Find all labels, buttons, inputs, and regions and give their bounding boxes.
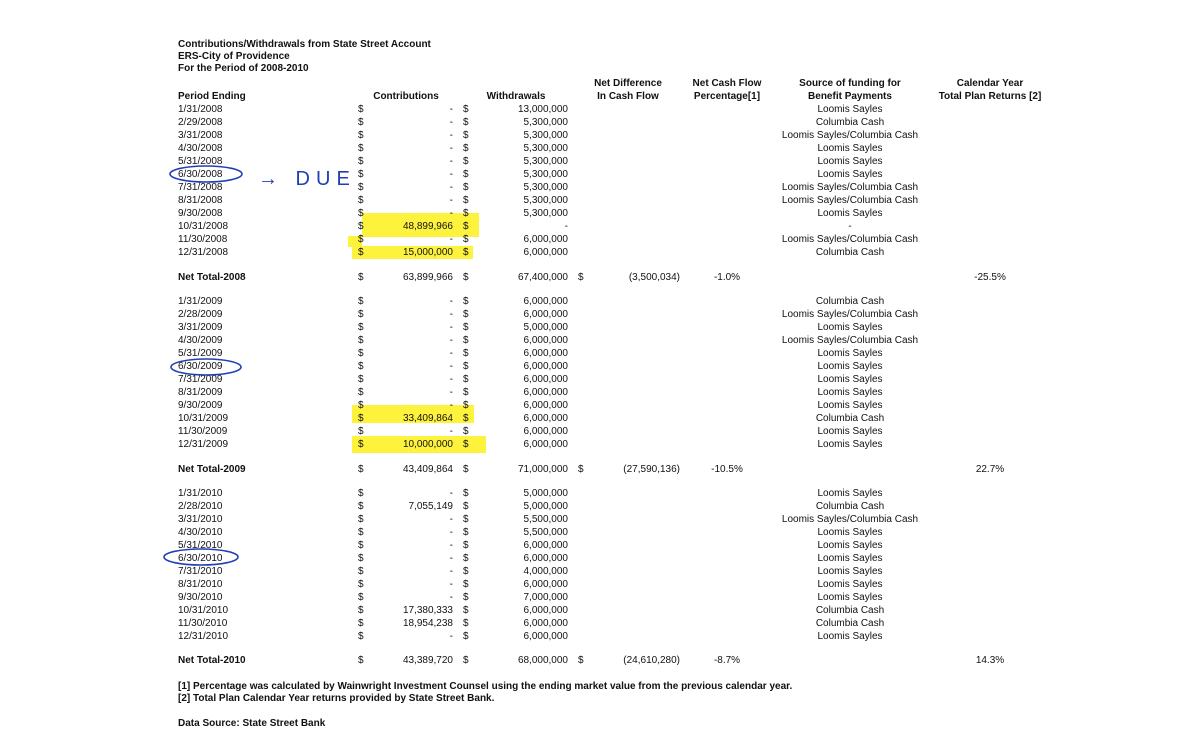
net-cash-flow-pct-cell: -10.5% <box>711 464 743 475</box>
withdrawals-cell: 6,000,000 <box>523 605 568 616</box>
pen-circle-6-30-2010 <box>164 549 238 565</box>
currency-symbol: $ <box>358 413 364 424</box>
withdrawals-cell: 6,000,000 <box>523 234 568 245</box>
contributions-cell: - <box>449 104 453 115</box>
currency-symbol: $ <box>358 272 364 283</box>
net-cash-flow-pct-cell: -1.0% <box>713 272 741 283</box>
period-ending-cell: 5/31/2010 <box>178 540 223 551</box>
withdrawals-cell: 5,300,000 <box>523 195 568 206</box>
net-cash-flow-pct-cell: -8.7% <box>713 655 741 666</box>
withdrawals-cell: 5,300,000 <box>523 182 568 193</box>
source-of-funding-cell: Columbia Cash <box>815 605 885 616</box>
handwritten-due-note: → DUE <box>258 168 356 190</box>
source-of-funding-cell: Columbia Cash <box>815 501 885 512</box>
currency-symbol: $ <box>358 221 364 232</box>
period-ending-cell: 10/31/2008 <box>178 221 229 232</box>
period-ending-cell: 10/31/2010 <box>178 605 229 616</box>
currency-symbol: $ <box>358 439 364 450</box>
col-header-net-difference-line1: Net Difference <box>594 78 662 89</box>
currency-symbol: $ <box>358 156 364 167</box>
source-of-funding-cell: Loomis Sayles <box>817 592 883 603</box>
contributions-cell: - <box>449 309 453 320</box>
title-line-3: For the Period of 2008-2010 <box>178 63 309 74</box>
total-withdrawals-cell: 71,000,000 <box>517 464 568 475</box>
currency-symbol: $ <box>358 464 364 475</box>
period-ending-cell: 3/31/2009 <box>178 322 223 333</box>
contributions-cell: - <box>449 400 453 411</box>
period-ending-cell: 5/31/2008 <box>178 156 223 167</box>
title-line-1: Contributions/Withdrawals from State Street Account <box>178 39 431 50</box>
period-ending-cell: 1/31/2009 <box>178 296 223 307</box>
currency-symbol: $ <box>463 439 469 450</box>
withdrawals-cell: 6,000,000 <box>523 413 568 424</box>
data-source-note: Data Source: State Street Bank <box>178 718 326 729</box>
calendar-year-return-cell: 14.3% <box>975 655 1005 666</box>
currency-symbol: $ <box>358 631 364 642</box>
contributions-cell: - <box>449 156 453 167</box>
currency-symbol: $ <box>463 605 469 616</box>
source-of-funding-cell: Columbia Cash <box>815 296 885 307</box>
withdrawals-cell: 6,000,000 <box>523 439 568 450</box>
source-of-funding-cell: Loomis Sayles/Columbia Cash <box>781 130 919 141</box>
period-ending-cell: 2/28/2010 <box>178 501 223 512</box>
source-of-funding-cell: Loomis Sayles <box>817 426 883 437</box>
currency-symbol: $ <box>463 335 469 346</box>
withdrawals-cell: 6,000,000 <box>523 426 568 437</box>
currency-symbol: $ <box>463 527 469 538</box>
withdrawals-cell: 5,300,000 <box>523 143 568 154</box>
currency-symbol: $ <box>578 655 584 666</box>
source-of-funding-cell: Loomis Sayles <box>817 169 883 180</box>
currency-symbol: $ <box>358 247 364 258</box>
withdrawals-cell: 5,300,000 <box>523 208 568 219</box>
currency-symbol: $ <box>463 182 469 193</box>
source-of-funding-cell: Loomis Sayles <box>817 439 883 450</box>
currency-symbol: $ <box>463 631 469 642</box>
currency-symbol: $ <box>463 426 469 437</box>
contributions-cell: - <box>449 527 453 538</box>
currency-symbol: $ <box>358 618 364 629</box>
period-ending-cell: 6/30/2009 <box>178 361 223 372</box>
title-line-2: ERS-City of Providence <box>178 51 290 62</box>
currency-symbol: $ <box>463 361 469 372</box>
period-ending-cell: 11/30/2008 <box>178 234 228 245</box>
currency-symbol: $ <box>463 579 469 590</box>
withdrawals-cell: 5,300,000 <box>523 117 568 128</box>
currency-symbol: $ <box>463 540 469 551</box>
period-ending-cell: 2/29/2008 <box>178 117 223 128</box>
contributions-cell: 48,899,966 <box>402 221 453 232</box>
withdrawals-cell: 6,000,000 <box>523 387 568 398</box>
source-of-funding-cell: Loomis Sayles <box>817 104 883 115</box>
source-of-funding-cell: Loomis Sayles/Columbia Cash <box>781 309 919 320</box>
source-of-funding-cell: Loomis Sayles <box>817 553 883 564</box>
currency-symbol: $ <box>358 579 364 590</box>
period-ending-cell: 11/30/2009 <box>178 426 228 437</box>
currency-symbol: $ <box>358 426 364 437</box>
contributions-cell: - <box>449 514 453 525</box>
withdrawals-cell: 5,300,000 <box>523 130 568 141</box>
period-ending-cell: 5/31/2009 <box>178 348 223 359</box>
contributions-cell: - <box>449 426 453 437</box>
contributions-cell: - <box>449 195 453 206</box>
source-of-funding-cell: Loomis Sayles/Columbia Cash <box>781 234 919 245</box>
currency-symbol: $ <box>358 143 364 154</box>
currency-symbol: $ <box>358 296 364 307</box>
currency-symbol: $ <box>463 400 469 411</box>
contributions-cell: - <box>449 182 453 193</box>
period-ending-cell: 1/31/2008 <box>178 104 223 115</box>
contributions-cell: 7,055,149 <box>408 501 453 512</box>
col-header-contributions: Contributions <box>373 91 439 102</box>
currency-symbol: $ <box>463 514 469 525</box>
currency-symbol: $ <box>358 117 364 128</box>
currency-symbol: $ <box>463 247 469 258</box>
currency-symbol: $ <box>358 104 364 115</box>
pen-circle-6-30-2008 <box>170 166 242 182</box>
currency-symbol: $ <box>463 169 469 180</box>
footnote-1: [1] Percentage was calculated by Wainwright Investment Counsel using the ending market value from the previous calendar year. <box>178 681 793 692</box>
period-ending-cell: 1/31/2010 <box>178 488 223 499</box>
col-header-net-cash-flow-line1: Net Cash Flow <box>692 78 762 89</box>
currency-symbol: $ <box>463 566 469 577</box>
withdrawals-cell: 5,300,000 <box>523 169 568 180</box>
source-of-funding-cell: Loomis Sayles <box>817 208 883 219</box>
currency-symbol: $ <box>358 195 364 206</box>
period-ending-cell: 8/31/2010 <box>178 579 223 590</box>
contributions-cell: - <box>449 361 453 372</box>
currency-symbol: $ <box>463 413 469 424</box>
source-of-funding-cell: Loomis Sayles <box>817 488 883 499</box>
withdrawals-cell: - <box>564 221 568 232</box>
period-ending-cell: 10/31/2009 <box>178 413 229 424</box>
period-ending-cell: 7/31/2009 <box>178 374 223 385</box>
source-of-funding-cell: Loomis Sayles <box>817 566 883 577</box>
withdrawals-cell: 6,000,000 <box>523 309 568 320</box>
contributions-cell: - <box>449 566 453 577</box>
withdrawals-cell: 5,000,000 <box>523 501 568 512</box>
period-ending-cell: 6/30/2010 <box>178 553 223 564</box>
source-of-funding-cell: Loomis Sayles <box>817 143 883 154</box>
period-ending-cell: 7/31/2008 <box>178 182 223 193</box>
withdrawals-cell: 6,000,000 <box>523 335 568 346</box>
withdrawals-cell: 13,000,000 <box>517 104 568 115</box>
total-contributions-cell: 63,899,966 <box>402 272 453 283</box>
currency-symbol: $ <box>463 234 469 245</box>
currency-symbol: $ <box>358 400 364 411</box>
period-ending-cell: 4/30/2010 <box>178 527 223 538</box>
contributions-cell: - <box>449 335 453 346</box>
currency-symbol: $ <box>358 655 364 666</box>
col-header-withdrawals: Withdrawals <box>486 91 546 102</box>
period-ending-cell: 4/30/2009 <box>178 335 223 346</box>
contributions-cell: - <box>449 387 453 398</box>
period-ending-cell: 12/31/2008 <box>178 247 229 258</box>
withdrawals-cell: 5,500,000 <box>523 527 568 538</box>
currency-symbol: $ <box>463 553 469 564</box>
currency-symbol: $ <box>463 117 469 128</box>
source-of-funding-cell: Loomis Sayles/Columbia Cash <box>781 182 919 193</box>
withdrawals-cell: 4,000,000 <box>523 566 568 577</box>
currency-symbol: $ <box>358 566 364 577</box>
currency-symbol: $ <box>358 335 364 346</box>
currency-symbol: $ <box>358 348 364 359</box>
currency-symbol: $ <box>358 540 364 551</box>
currency-symbol: $ <box>358 361 364 372</box>
source-of-funding-cell: Loomis Sayles <box>817 527 883 538</box>
pen-circle-6-30-2009 <box>171 359 241 375</box>
source-of-funding-cell: Loomis Sayles <box>817 322 883 333</box>
currency-symbol: $ <box>463 464 469 475</box>
currency-symbol: $ <box>358 182 364 193</box>
contributions-cell: 33,409,864 <box>402 413 453 424</box>
withdrawals-cell: 5,000,000 <box>523 322 568 333</box>
col-header-returns-line1: Calendar Year <box>956 78 1024 89</box>
contributions-cell: - <box>449 143 453 154</box>
period-ending-cell: 9/30/2008 <box>178 208 223 219</box>
contributions-cell: - <box>449 488 453 499</box>
currency-symbol: $ <box>358 527 364 538</box>
currency-symbol: $ <box>358 309 364 320</box>
withdrawals-cell: 6,000,000 <box>523 553 568 564</box>
contributions-cell: - <box>449 579 453 590</box>
contributions-cell: - <box>449 540 453 551</box>
period-ending-cell: 6/30/2008 <box>178 169 223 180</box>
source-of-funding-cell: Loomis Sayles <box>817 374 883 385</box>
withdrawals-cell: 6,000,000 <box>523 361 568 372</box>
contributions-cell: 10,000,000 <box>402 439 453 450</box>
source-of-funding-cell: Loomis Sayles <box>817 540 883 551</box>
period-ending-cell: 3/31/2008 <box>178 130 223 141</box>
currency-symbol: $ <box>463 387 469 398</box>
currency-symbol: $ <box>463 130 469 141</box>
col-header-net-difference-line2: In Cash Flow <box>597 91 659 102</box>
currency-symbol: $ <box>463 195 469 206</box>
currency-symbol: $ <box>463 272 469 283</box>
source-of-funding-cell: Columbia Cash <box>815 618 885 629</box>
currency-symbol: $ <box>463 348 469 359</box>
contributions-cell: - <box>449 553 453 564</box>
contributions-cell: - <box>449 234 453 245</box>
currency-symbol: $ <box>463 322 469 333</box>
col-header-returns-line2: Total Plan Returns [2] <box>938 91 1042 102</box>
period-ending-cell: 11/30/2010 <box>178 618 228 629</box>
net-total-label: Net Total-2008 <box>178 272 246 283</box>
currency-symbol: $ <box>463 143 469 154</box>
net-difference-cell: (3,500,034) <box>628 272 680 283</box>
source-of-funding-cell: Columbia Cash <box>815 247 885 258</box>
source-of-funding-cell: Loomis Sayles <box>817 156 883 167</box>
period-ending-cell: 4/30/2008 <box>178 143 223 154</box>
withdrawals-cell: 6,000,000 <box>523 247 568 258</box>
contributions-cell: - <box>449 631 453 642</box>
currency-symbol: $ <box>358 605 364 616</box>
withdrawals-cell: 5,500,000 <box>523 514 568 525</box>
withdrawals-cell: 6,000,000 <box>523 374 568 385</box>
source-of-funding-cell: Loomis Sayles <box>817 631 883 642</box>
currency-symbol: $ <box>463 592 469 603</box>
contributions-cell: - <box>449 348 453 359</box>
contributions-cell: - <box>449 322 453 333</box>
contributions-cell: 17,380,333 <box>402 605 453 616</box>
period-ending-cell: 7/31/2010 <box>178 566 223 577</box>
currency-symbol: $ <box>358 234 364 245</box>
contributions-cell: - <box>449 374 453 385</box>
net-difference-cell: (24,610,280) <box>623 655 680 666</box>
net-difference-cell: (27,590,136) <box>623 464 680 475</box>
period-ending-cell: 3/31/2010 <box>178 514 223 525</box>
total-withdrawals-cell: 67,400,000 <box>517 272 568 283</box>
withdrawals-cell: 6,000,000 <box>523 618 568 629</box>
contributions-cell: - <box>449 169 453 180</box>
currency-symbol: $ <box>463 309 469 320</box>
currency-symbol: $ <box>358 488 364 499</box>
currency-symbol: $ <box>358 592 364 603</box>
col-header-net-cash-flow-line2: Percentage[1] <box>693 91 761 102</box>
footnote-2: [2] Total Plan Calendar Year returns provided by State Street Bank. <box>178 693 495 704</box>
withdrawals-cell: 6,000,000 <box>523 296 568 307</box>
total-contributions-cell: 43,409,864 <box>402 464 453 475</box>
currency-symbol: $ <box>463 104 469 115</box>
currency-symbol: $ <box>463 488 469 499</box>
net-total-label: Net Total-2010 <box>178 655 246 666</box>
currency-symbol: $ <box>358 374 364 385</box>
currency-symbol: $ <box>358 322 364 333</box>
withdrawals-cell: 5,000,000 <box>523 488 568 499</box>
contributions-cell: - <box>449 208 453 219</box>
contributions-cell: - <box>449 117 453 128</box>
calendar-year-return-cell: -25.5% <box>974 272 1006 283</box>
withdrawals-cell: 5,300,000 <box>523 156 568 167</box>
total-withdrawals-cell: 68,000,000 <box>517 655 568 666</box>
period-ending-cell: 9/30/2009 <box>178 400 223 411</box>
period-ending-cell: 8/31/2008 <box>178 195 223 206</box>
contributions-cell: 18,954,238 <box>402 618 453 629</box>
currency-symbol: $ <box>358 514 364 525</box>
currency-symbol: $ <box>463 296 469 307</box>
period-ending-cell: 8/31/2009 <box>178 387 223 398</box>
withdrawals-cell: 6,000,000 <box>523 540 568 551</box>
withdrawals-cell: 6,000,000 <box>523 631 568 642</box>
withdrawals-cell: 6,000,000 <box>523 400 568 411</box>
period-ending-cell: 12/31/2010 <box>178 631 229 642</box>
col-header-source-line1: Source of funding for <box>799 78 901 89</box>
currency-symbol: $ <box>463 156 469 167</box>
col-header-source-line2: Benefit Payments <box>808 91 892 102</box>
contributions-cell: 15,000,000 <box>402 247 453 258</box>
source-of-funding-cell: Loomis Sayles <box>817 400 883 411</box>
source-of-funding-cell: Loomis Sayles <box>817 348 883 359</box>
withdrawals-cell: 7,000,000 <box>523 592 568 603</box>
source-of-funding-cell: Columbia Cash <box>815 413 885 424</box>
source-of-funding-cell: Loomis Sayles/Columbia Cash <box>781 514 919 525</box>
currency-symbol: $ <box>578 464 584 475</box>
currency-symbol: $ <box>463 655 469 666</box>
period-ending-cell: 2/28/2009 <box>178 309 223 320</box>
currency-symbol: $ <box>463 501 469 512</box>
col-header-period-ending: Period Ending <box>178 91 246 102</box>
period-ending-cell: 12/31/2009 <box>178 439 229 450</box>
calendar-year-return-cell: 22.7% <box>975 464 1005 475</box>
currency-symbol: $ <box>463 221 469 232</box>
withdrawals-cell: 6,000,000 <box>523 348 568 359</box>
contributions-cell: - <box>449 592 453 603</box>
currency-symbol: $ <box>578 272 584 283</box>
source-of-funding-cell: Loomis Sayles <box>817 361 883 372</box>
currency-symbol: $ <box>358 387 364 398</box>
source-of-funding-cell: Columbia Cash <box>815 117 885 128</box>
currency-symbol: $ <box>463 618 469 629</box>
source-of-funding-cell: Loomis Sayles/Columbia Cash <box>781 335 919 346</box>
currency-symbol: $ <box>358 501 364 512</box>
contributions-cell: - <box>449 296 453 307</box>
total-contributions-cell: 43,389,720 <box>402 655 453 666</box>
source-of-funding-cell: Loomis Sayles <box>817 579 883 590</box>
currency-symbol: $ <box>358 169 364 180</box>
period-ending-cell: 9/30/2010 <box>178 592 223 603</box>
source-of-funding-cell: - <box>848 221 852 232</box>
currency-symbol: $ <box>358 208 364 219</box>
currency-symbol: $ <box>358 553 364 564</box>
contributions-cell: - <box>449 130 453 141</box>
source-of-funding-cell: Loomis Sayles/Columbia Cash <box>781 195 919 206</box>
withdrawals-cell: 6,000,000 <box>523 579 568 590</box>
currency-symbol: $ <box>463 374 469 385</box>
currency-symbol: $ <box>463 208 469 219</box>
net-total-label: Net Total-2009 <box>178 464 246 475</box>
source-of-funding-cell: Loomis Sayles <box>817 387 883 398</box>
currency-symbol: $ <box>358 130 364 141</box>
